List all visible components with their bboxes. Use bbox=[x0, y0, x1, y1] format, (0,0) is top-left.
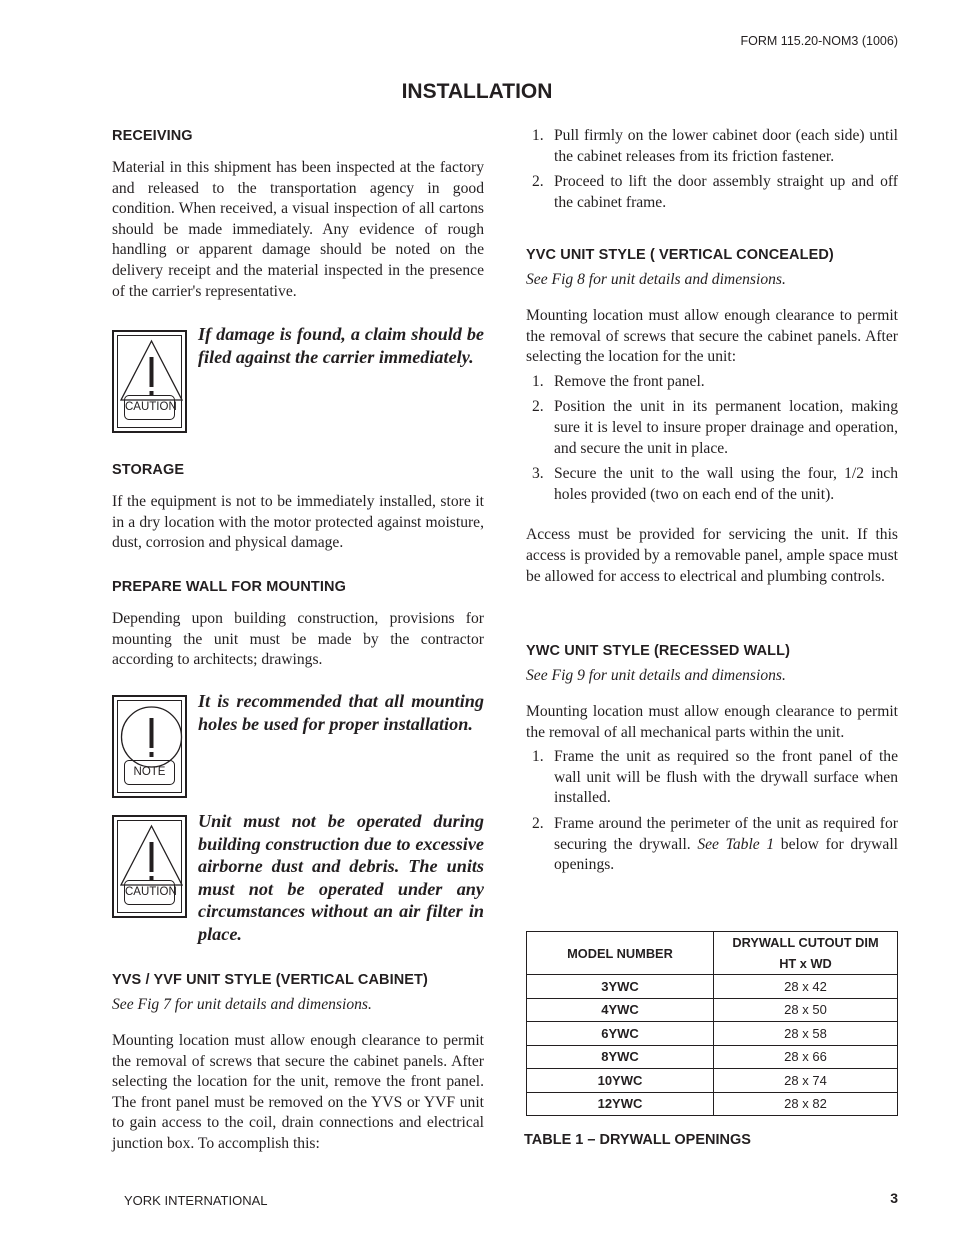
table-header-row bbox=[527, 932, 898, 975]
note-symbol bbox=[112, 695, 187, 798]
list-item: 1. Pull firmly on the lower cabinet door (each side) until the cabinet releases from its friction fastener. bbox=[532, 127, 898, 165]
list-item: 1. Frame the unit as required so the front panel of the wall unit will be flush with the drywall surface when installed. bbox=[532, 748, 898, 807]
yvs-body: Mounting location must allow enough clearance to permit the removal of screws that secure the cabinet panels. After selecting the location for the unit, remove the front panel. The front panel must be removed on the YVS or YVF unit to gain access to the coil, drain connections and electrical junction box. To accomplish this: bbox=[112, 1032, 484, 1152]
table-reference: See Table 1 bbox=[697, 835, 775, 853]
column-header-dim: DRYWALL CUTOUT DIM HT x WD bbox=[714, 932, 898, 975]
column-header-model: MODEL NUMBER bbox=[527, 932, 714, 975]
table-row: 10YWC 28 x 74 bbox=[527, 1069, 898, 1093]
ywc-fig-ref: See Fig 9 for unit details and dimensions. bbox=[526, 667, 786, 684]
yvc-body: Mounting location must allow enough clearance to permit the removal of screws that secure the cabinet panels. After selecting the location for the unit: bbox=[526, 307, 898, 366]
receiving-section bbox=[112, 128, 484, 302]
yvs-heading: YVS / YVF UNIT STYLE (VERTICAL CABINET) bbox=[112, 972, 428, 988]
ywc-body: Mounting location must allow enough clearance to permit the removal of all mechanical parts within the unit. bbox=[526, 703, 898, 741]
yvs-steps-section bbox=[526, 126, 898, 218]
page-title: INSTALLATION bbox=[401, 80, 553, 103]
table-row: 4YWC 28 x 50 bbox=[527, 998, 898, 1022]
yvs-fig-ref: See Fig 7 for unit details and dimensions. bbox=[112, 996, 372, 1013]
list-item: 2. Proceed to lift the door assembly straight up and off the cabinet frame. bbox=[532, 173, 898, 211]
footer-company: YORK INTERNATIONAL bbox=[124, 1193, 268, 1208]
caution-claim-text: If damage is found, a claim should be filed against the carrier immediately. bbox=[198, 324, 484, 367]
list-item: 1. Remove the front panel. bbox=[532, 372, 705, 390]
drywall-table bbox=[526, 931, 898, 1116]
drywall-table-section bbox=[526, 931, 898, 1116]
yvs-steps-list bbox=[526, 126, 898, 213]
page-number: 3 bbox=[890, 1190, 898, 1206]
table-caption: TABLE 1 – DRYWALL OPENINGS bbox=[524, 1132, 751, 1148]
table-row: 12YWC 28 x 82 bbox=[527, 1092, 898, 1116]
yvc-access-text: Access must be provided for servicing the unit. If this access is provided by a removable panel, ample space must be allowed for access to electrical and plumbing controls. bbox=[526, 526, 898, 585]
caution-label: CAUTION bbox=[124, 395, 175, 420]
table-row: 6YWC 28 x 58 bbox=[527, 1022, 898, 1046]
storage-body: If the equipment is not to be immediately installed, store it in a dry location with the motor protected against moisture, dust, corrosion and physical damage. bbox=[112, 493, 484, 552]
list-item: 3. Secure the unit to the wall using the four, 1/2 inch holes provided (two on each end of the unit). bbox=[532, 465, 898, 503]
receiving-body: Material in this shipment has been inspected at the factory and released to the transportation agency in good condition. When received, a visual inspection of all cartons should be made immediately. Any evidence of rough handling or apparent damage should be noted on the delivery receipt and the material inspected in the presence of the carrier's representative. bbox=[112, 159, 484, 300]
list-item: 2. Frame around the perimeter of the unit as required for securing the drywall. See Table 1 below for drywall openings. bbox=[532, 814, 898, 874]
note-mounting-text: It is recommended that all mounting holes be used for proper installation. bbox=[198, 691, 484, 734]
prepare-wall-heading: PREPARE WALL FOR MOUNTING bbox=[112, 579, 346, 595]
storage-section bbox=[112, 462, 484, 554]
yvs-section bbox=[112, 972, 484, 1155]
table-row: 3YWC 28 x 42 bbox=[527, 975, 898, 999]
prepare-wall-body: Depending upon building construction, provisions for mounting the unit must be made by the contractor according to architects; drawings. bbox=[112, 610, 484, 669]
caution-label: CAUTION bbox=[124, 880, 175, 905]
note-label: NOTE bbox=[124, 760, 175, 785]
receiving-heading: RECEIVING bbox=[112, 128, 193, 144]
storage-heading: STORAGE bbox=[112, 462, 185, 478]
ywc-section bbox=[526, 643, 898, 881]
caution-symbol-dust bbox=[112, 815, 187, 918]
ywc-heading: YWC UNIT STYLE (RECESSED WALL) bbox=[526, 643, 790, 659]
form-number: FORM 115.20-NOM3 (1006) bbox=[740, 34, 898, 48]
yvc-steps-list bbox=[526, 372, 898, 506]
caution-symbol bbox=[112, 330, 187, 433]
list-item: 2. Position the unit in its permanent location, making sure it is level to insure proper drainage and operation, and secure the unit in place. bbox=[532, 398, 898, 457]
yvc-section bbox=[526, 247, 898, 587]
ywc-steps-list bbox=[526, 747, 898, 876]
caution-dust-text: Unit must not be operated during building construction due to excessive airborne dust and debris. The units must not be operated under any circumstances without an air filter in place. bbox=[198, 811, 484, 944]
yvc-fig-ref: See Fig 8 for unit details and dimensions. bbox=[526, 271, 786, 288]
yvc-heading: YVC UNIT STYLE ( VERTICAL CONCEALED) bbox=[526, 247, 834, 263]
table-row: 8YWC 28 x 66 bbox=[527, 1045, 898, 1069]
prepare-wall-section bbox=[112, 579, 484, 671]
